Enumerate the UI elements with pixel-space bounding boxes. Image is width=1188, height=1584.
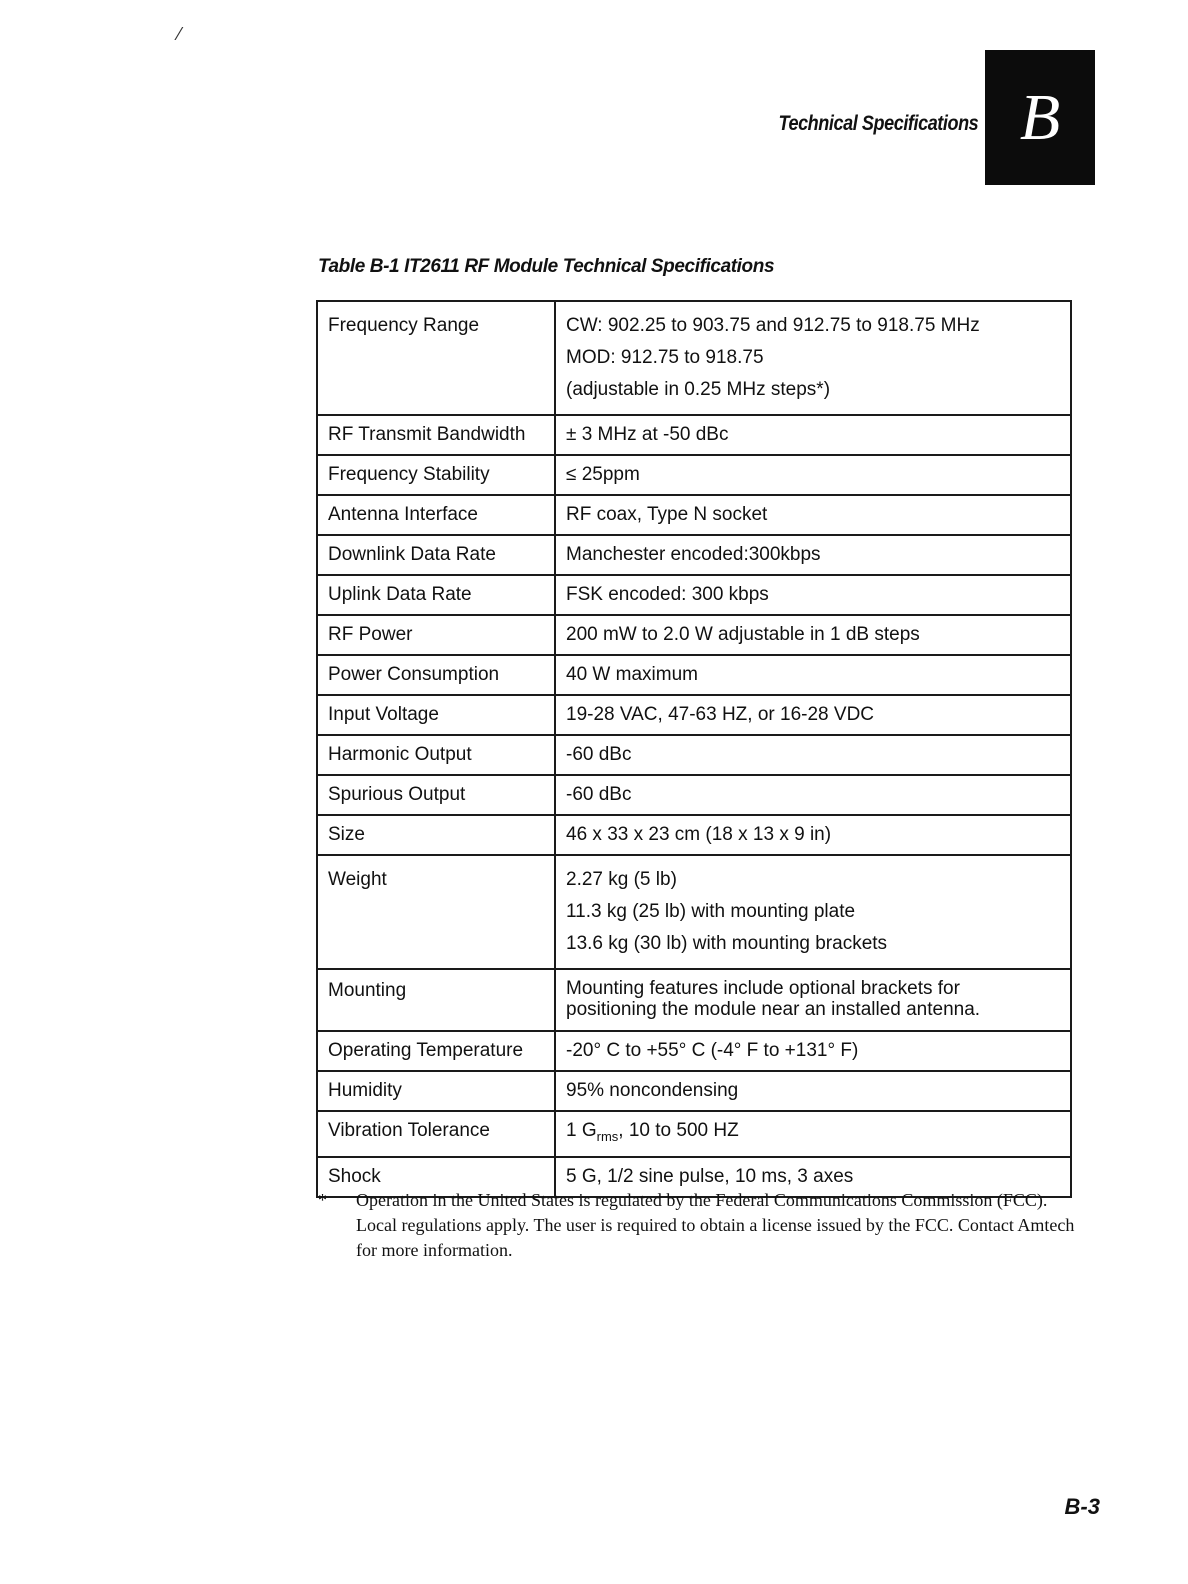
row-label: Size <box>317 815 555 855</box>
spec-table <box>316 300 1072 1198</box>
value-line: positioning the module near an installed antenna. <box>566 999 981 1020</box>
value-line: FSK encoded: 300 kbps <box>566 584 769 605</box>
table-row <box>317 815 1071 855</box>
value-line: 46 x 33 x 23 cm (18 x 13 x 9 in) <box>566 824 832 845</box>
row-label: RF Transmit Bandwidth <box>317 415 555 455</box>
row-label: Harmonic Output <box>317 735 555 775</box>
value-line: MOD: 912.75 to 918.75 <box>566 347 764 368</box>
value-line: Manchester encoded:300kbps <box>566 544 821 565</box>
value-line: 40 W maximum <box>566 664 698 685</box>
row-label: Frequency Range <box>317 301 555 415</box>
table-row <box>317 1031 1071 1071</box>
row-label: Frequency Stability <box>317 455 555 495</box>
row-label: Spurious Output <box>317 775 555 815</box>
row-value <box>555 815 1071 855</box>
page-number: B-3 <box>1064 1494 1100 1519</box>
row-label: RF Power <box>317 615 555 655</box>
footnote-marker: * <box>318 1190 327 1210</box>
value-line: 200 mW to 2.0 W adjustable in 1 dB steps <box>566 624 920 645</box>
row-value <box>555 1111 1071 1157</box>
row-label: Shock <box>317 1157 555 1197</box>
table-row <box>317 301 1071 415</box>
table-row <box>317 455 1071 495</box>
table-row <box>317 415 1071 455</box>
value-line: 95% noncondensing <box>566 1080 739 1101</box>
row-label: Uplink Data Rate <box>317 575 555 615</box>
table-caption: Table B-1 IT2611 RF Module Technical Specifications <box>318 256 775 277</box>
row-value <box>555 695 1071 735</box>
row-label: Antenna Interface <box>317 495 555 535</box>
row-value <box>555 655 1071 695</box>
value-line: 13.6 kg (30 lb) with mounting brackets <box>566 933 888 954</box>
row-value <box>555 1071 1071 1111</box>
row-label: Vibration Tolerance <box>317 1111 555 1157</box>
chapter-tab <box>985 50 1095 185</box>
value-line: Mounting features include optional brackets for <box>566 978 960 999</box>
row-value <box>555 495 1071 535</box>
value-line: 11.3 kg (25 lb) with mounting plate <box>566 901 856 922</box>
value-line: ≤ 25ppm <box>566 464 640 485</box>
footnote-text: Operation in the United States is regulated by the Federal Communications Commission (FCC). Local regulations apply. The user is required to obtain a license issued by the FCC. Contact Amtech for more information. <box>356 1190 1075 1260</box>
row-label: Input Voltage <box>317 695 555 735</box>
row-value <box>555 575 1071 615</box>
table-row <box>317 495 1071 535</box>
value-line: CW: 902.25 to 903.75 and 912.75 to 918.75 MHz <box>566 315 980 336</box>
value-line: 2.27 kg (5 lb) <box>566 869 677 890</box>
table-row <box>317 575 1071 615</box>
table-row <box>317 775 1071 815</box>
table-row <box>317 695 1071 735</box>
table-row <box>317 655 1071 695</box>
value-subscript: rms <box>596 1128 619 1144</box>
row-value <box>555 415 1071 455</box>
value-line: 19-28 VAC, 47-63 HZ, or 16-28 VDC <box>566 704 875 725</box>
value-part: , 10 to 500 HZ <box>618 1120 739 1141</box>
value-part: 1 G <box>566 1120 597 1141</box>
value-line: 5 G, 1/2 sine pulse, 10 ms, 3 axes <box>566 1165 854 1187</box>
scan-artifact-mark: ⁄ <box>178 24 182 44</box>
table-row <box>317 969 1071 1031</box>
footnote <box>318 1188 1088 1263</box>
value-line: RF coax, Type N socket <box>566 504 768 525</box>
row-label: Humidity <box>317 1071 555 1111</box>
row-value <box>555 1031 1071 1071</box>
row-label: Operating Temperature <box>317 1031 555 1071</box>
row-value <box>555 855 1071 969</box>
table-row <box>317 855 1071 969</box>
table-row <box>317 1111 1071 1157</box>
row-label: Power Consumption <box>317 655 555 695</box>
row-value <box>555 535 1071 575</box>
row-label: Downlink Data Rate <box>317 535 555 575</box>
row-value <box>555 775 1071 815</box>
running-header-title: Technical Specifications <box>778 112 978 135</box>
table-row <box>317 535 1071 575</box>
value-line: -20° C to +55° C (-4° F to +131° F) <box>566 1040 859 1061</box>
row-label: Weight <box>317 855 555 969</box>
value-line: -60 dBc <box>566 784 632 805</box>
table-row <box>317 615 1071 655</box>
row-value <box>555 615 1071 655</box>
row-value <box>555 969 1071 1031</box>
table-row <box>317 1071 1071 1111</box>
value-line: (adjustable in 0.25 MHz steps*) <box>566 379 831 400</box>
row-value <box>555 301 1071 415</box>
value-line: -60 dBc <box>566 744 632 765</box>
row-value <box>555 455 1071 495</box>
chapter-letter: B <box>1019 80 1061 154</box>
value-line: ± 3 MHz at -50 dBc <box>566 424 729 445</box>
row-label: Mounting <box>317 969 555 1031</box>
row-value <box>555 735 1071 775</box>
table-row <box>317 735 1071 775</box>
